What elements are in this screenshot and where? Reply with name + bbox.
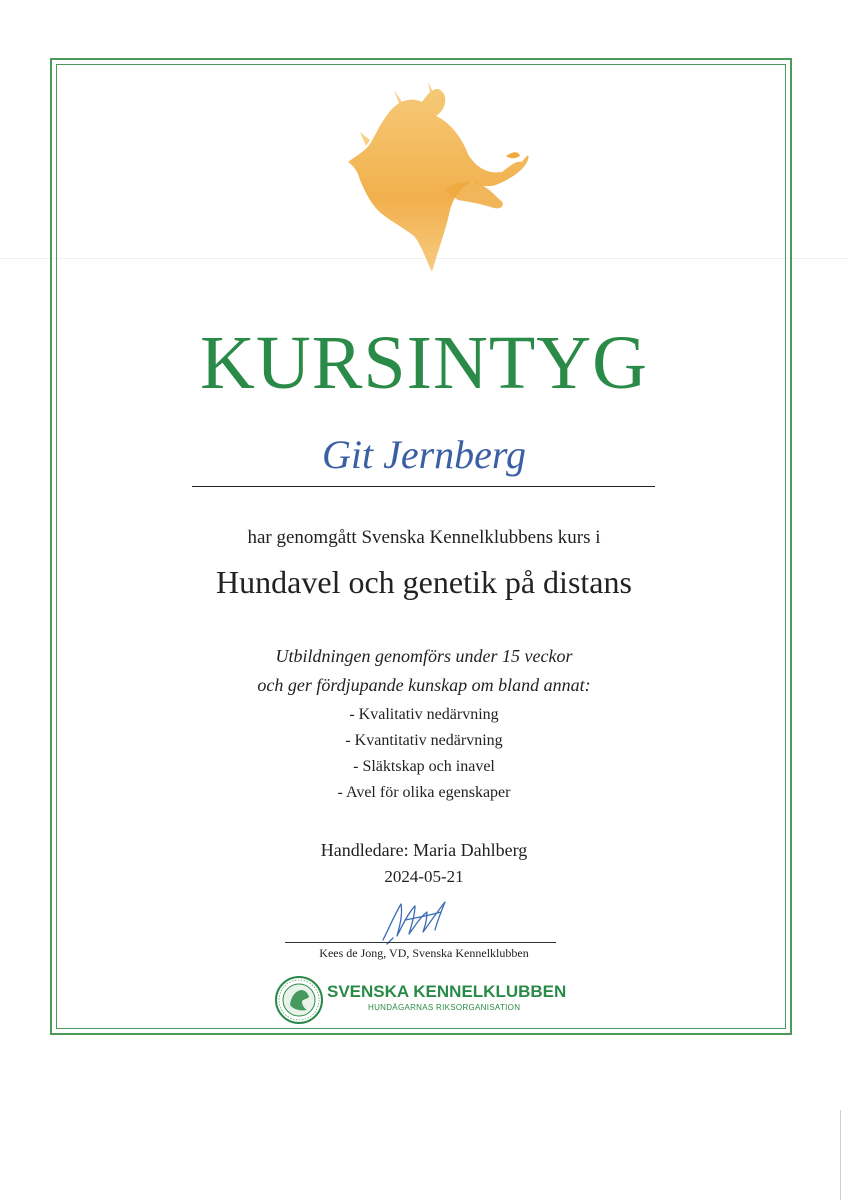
signature-image: [375, 890, 465, 945]
supervisor: Handledare: Maria Dahlberg: [320, 840, 528, 860]
dog-head-icon: [330, 82, 535, 282]
topic-item: - Kvantitativ nedärvning: [345, 732, 503, 749]
topic-item: - Avel för olika egenskaper: [337, 784, 511, 801]
course-description-line: Utbildningen genomförs under 15 veckor: [275, 646, 573, 666]
topic-item: - Släktskap och inavel: [353, 758, 495, 775]
signature-line: [285, 942, 556, 943]
organization-name: SVENSKA KENNELKLUBBEN: [327, 982, 567, 1001]
topic-list: [0, 702, 848, 806]
completion-statement: har genomgått Svenska Kennelklubbens kurs i: [247, 527, 601, 548]
signatory: Kees de Jong, VD, Svenska Kennelklubben: [319, 946, 529, 960]
kennel-club-seal-icon: [274, 975, 324, 1025]
issue-date: 2024-05-21: [384, 867, 464, 886]
course-title: Hundavel och genetik på distans: [216, 564, 632, 600]
certificate-title: KURSINTYG: [199, 321, 649, 405]
recipient-underline: [192, 486, 655, 487]
course-description-line: och ger fördjupande kunskap om bland annat:: [257, 675, 591, 695]
scan-artifact-edge: [840, 1110, 841, 1200]
topic-item: - Kvalitativ nedärvning: [349, 706, 499, 723]
recipient-name: Git Jernberg: [321, 432, 527, 477]
organization-tagline: HUNDÄGARNAS RIKSORGANISATION: [368, 1003, 521, 1012]
